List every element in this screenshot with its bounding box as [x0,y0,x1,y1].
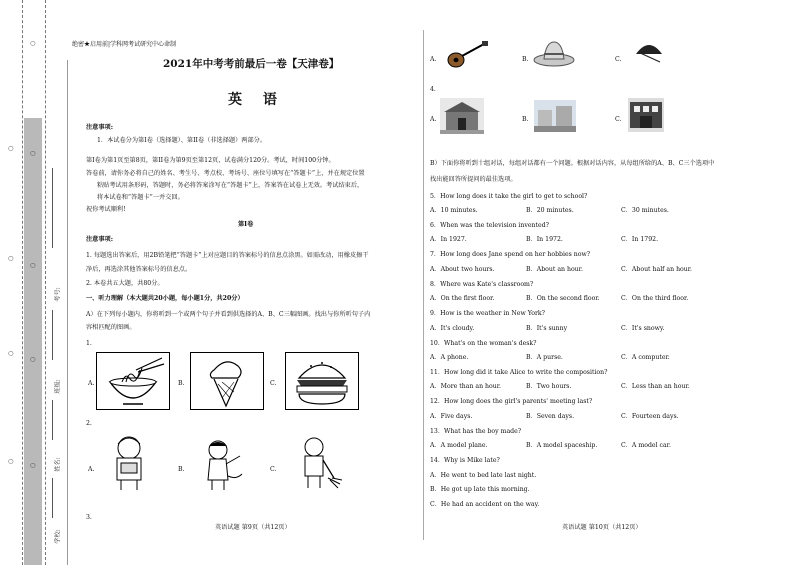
notes-heading: 注意事项: [86,236,114,243]
question-text: 11．How long did it take Alice to write the composition? [430,369,608,376]
option-b: B．It's sunny [526,325,568,332]
binding-strip [24,118,42,565]
option-a: A．It's cloudy. [430,325,475,332]
name-line [52,400,53,440]
sidebar-dot: ○ [8,255,14,262]
boy-reading-picture [104,432,154,492]
note-line: 2. 本卷共五大题，共80分。 [86,280,164,287]
sidebar-dot: ○ [30,262,36,269]
boy-cooking-picture [196,436,246,492]
option-b: B．In 1972. [526,236,563,243]
option-a: A．More than an hour. [430,383,501,390]
note-line: 1．本试卷分为第I卷（选择题）、第II卷（非选择题）两部分。 [97,137,267,144]
question-text: 14．Why is Mike late? [430,457,500,464]
sidebar-dot: ○ [30,40,36,47]
question-text: 5．How long does it take the girl to get to school? [430,193,588,200]
question-text: 7．How long does Jane spend on her hobbies now? [430,251,591,258]
note-line: 粘贴考试用条形码，答题时，务必将答案涂写在“答题卡”上，答案答在试卷上无效。考试结束后， [97,182,364,189]
option-label: A. [430,116,437,123]
page-footer: 英语试题 第10页（共12页） [562,524,642,531]
exam-no-label: 考号: [54,287,62,302]
ice-cream-picture [190,352,264,410]
question-text: 12．How long does the girl's parents' meeting last? [430,398,593,405]
question-text: 8．Where was Kate's classroom? [430,281,534,288]
option-label: A. [430,56,437,63]
option-c: C．A model car. [621,442,671,449]
question-number: 3. [86,514,92,521]
section-instruction: A）在下列每小题内，你将听到一个或两个句子并看到供选择的A、B、C三幅图画。找出与你所听句子内 [86,311,371,318]
sidebar-dot: ○ [8,458,14,465]
building-c-picture [628,98,664,132]
exam-title: 2021年中考考前最后一卷【天津卷】 [163,58,340,70]
section-heading: 一、听力理解（本大题共20小题，每小题1分，共20分） [86,295,244,302]
option-c: C．It's snowy. [621,325,665,332]
section-instruction: 找出能回答所提问的最佳选项。 [430,176,517,183]
option-a: A．He went to bed late last night. [430,472,537,479]
option-label: C. [615,56,622,63]
option-label: C. [270,380,277,387]
building-a-picture [440,98,484,134]
question-text: 6．When was the television invented? [430,222,549,229]
question-text: 13．What has the boy made? [430,428,522,435]
option-b: B．On the second floor. [526,295,600,302]
option-label: A. [88,380,95,387]
option-a: A．A phone. [430,354,469,361]
exam-no-line [52,168,53,248]
option-a: A．About two hours. [430,266,495,273]
confidential-header: 绝密★启用前|学科网考试研究中心命制 [72,41,177,48]
school-label: 学校: [54,529,62,544]
option-label: C. [270,466,277,473]
option-label: A. [88,466,95,473]
guitar-picture [446,40,490,70]
option-b: B．About an hour. [526,266,583,273]
building-b-picture [534,100,576,132]
part-title: 第I卷 [238,221,254,228]
note-line: 净后，再选涂其他答案标号的信息点。 [86,266,192,273]
question-text: 9．How is the weather in New York? [430,310,545,317]
page-footer: 英语试题 第9页（共12页） [215,524,291,531]
option-label: B. [522,116,529,123]
option-a: A．10 minutes. [430,207,478,214]
note-line: 1. 每题选出答案后，用2B铅笔把“答题卡”上对应题目的答案标号的信息点涂黑。如需改动，用橡皮擦干 [86,252,369,259]
option-b: B．He got up late this morning. [430,486,530,493]
option-label: B. [178,466,185,473]
option-label: B. [178,380,185,387]
binding-inner-line [67,60,69,565]
note-line: 第I卷为第1页至第8页，第II卷为第9页至第12页，试卷满分120分。考试，时间100分钟。 [86,157,335,164]
option-c: C．He had an accident on the way. [430,501,540,508]
note-line: 祝你考试顺利! [86,206,126,213]
option-label: C. [615,116,622,123]
name-label: 姓名: [54,457,62,472]
question-number: 2. [86,420,92,427]
option-label: B. [522,56,529,63]
class-label: 班级: [54,379,62,394]
option-b: B．A purse. [526,354,563,361]
option-c: C．In 1792. [621,236,659,243]
question-number: 4. [430,86,436,93]
sidebar-dot: ○ [8,145,14,152]
section-instruction: B）下面你将听到十组对话，每组对话都有一个问题。根据对话内容，从每组所给的A、B、C三个选项中 [430,160,715,167]
sidebar-dot: ○ [30,150,36,157]
option-a: A．A model plane. [430,442,488,449]
question-number: 1. [86,340,92,347]
option-c: C．Less than an hour. [621,383,690,390]
sidebar-dot: ○ [30,462,36,469]
hamburger-picture [285,352,359,410]
sidebar-dot: ○ [30,356,36,363]
subject-title: 英 语 [228,92,285,108]
page-divider [423,30,425,540]
option-a: A．Five days. [430,413,473,420]
option-c: C．Fourteen days. [621,413,679,420]
option-a: A．On the first floor. [430,295,495,302]
option-b: B．20 minutes. [526,207,574,214]
option-b: B．Seven days. [526,413,575,420]
option-c: C．About half an hour. [621,266,693,273]
note-line: 答卷前，请你务必将自己的姓名、考生号、考点校、考场号、座位号填写在“答题卡”上，并在规定位置 [86,170,365,177]
option-c: C．A computer. [621,354,670,361]
notes-heading: 注意事项: [86,124,114,131]
option-a: A．In 1927. [430,236,467,243]
noodles-bowl-picture [96,352,170,410]
school-line [52,478,53,518]
option-c: C．On the third floor. [621,295,689,302]
option-b: B．A model spaceship. [526,442,598,449]
option-b: B．Two hours. [526,383,572,390]
umbrella-picture [632,38,666,68]
question-text: 10．What's on the woman's desk? [430,340,537,347]
option-c: C．30 minutes. [621,207,669,214]
note-line: 将本试卷和“答题卡”一并交回。 [97,194,184,201]
sidebar-dot: ○ [8,350,14,357]
hat-picture [532,38,576,68]
section-instruction: 容相匹配的图画。 [86,324,136,331]
binding-line [45,0,47,565]
boy-sweeping-picture [290,434,342,492]
class-line [52,310,53,360]
